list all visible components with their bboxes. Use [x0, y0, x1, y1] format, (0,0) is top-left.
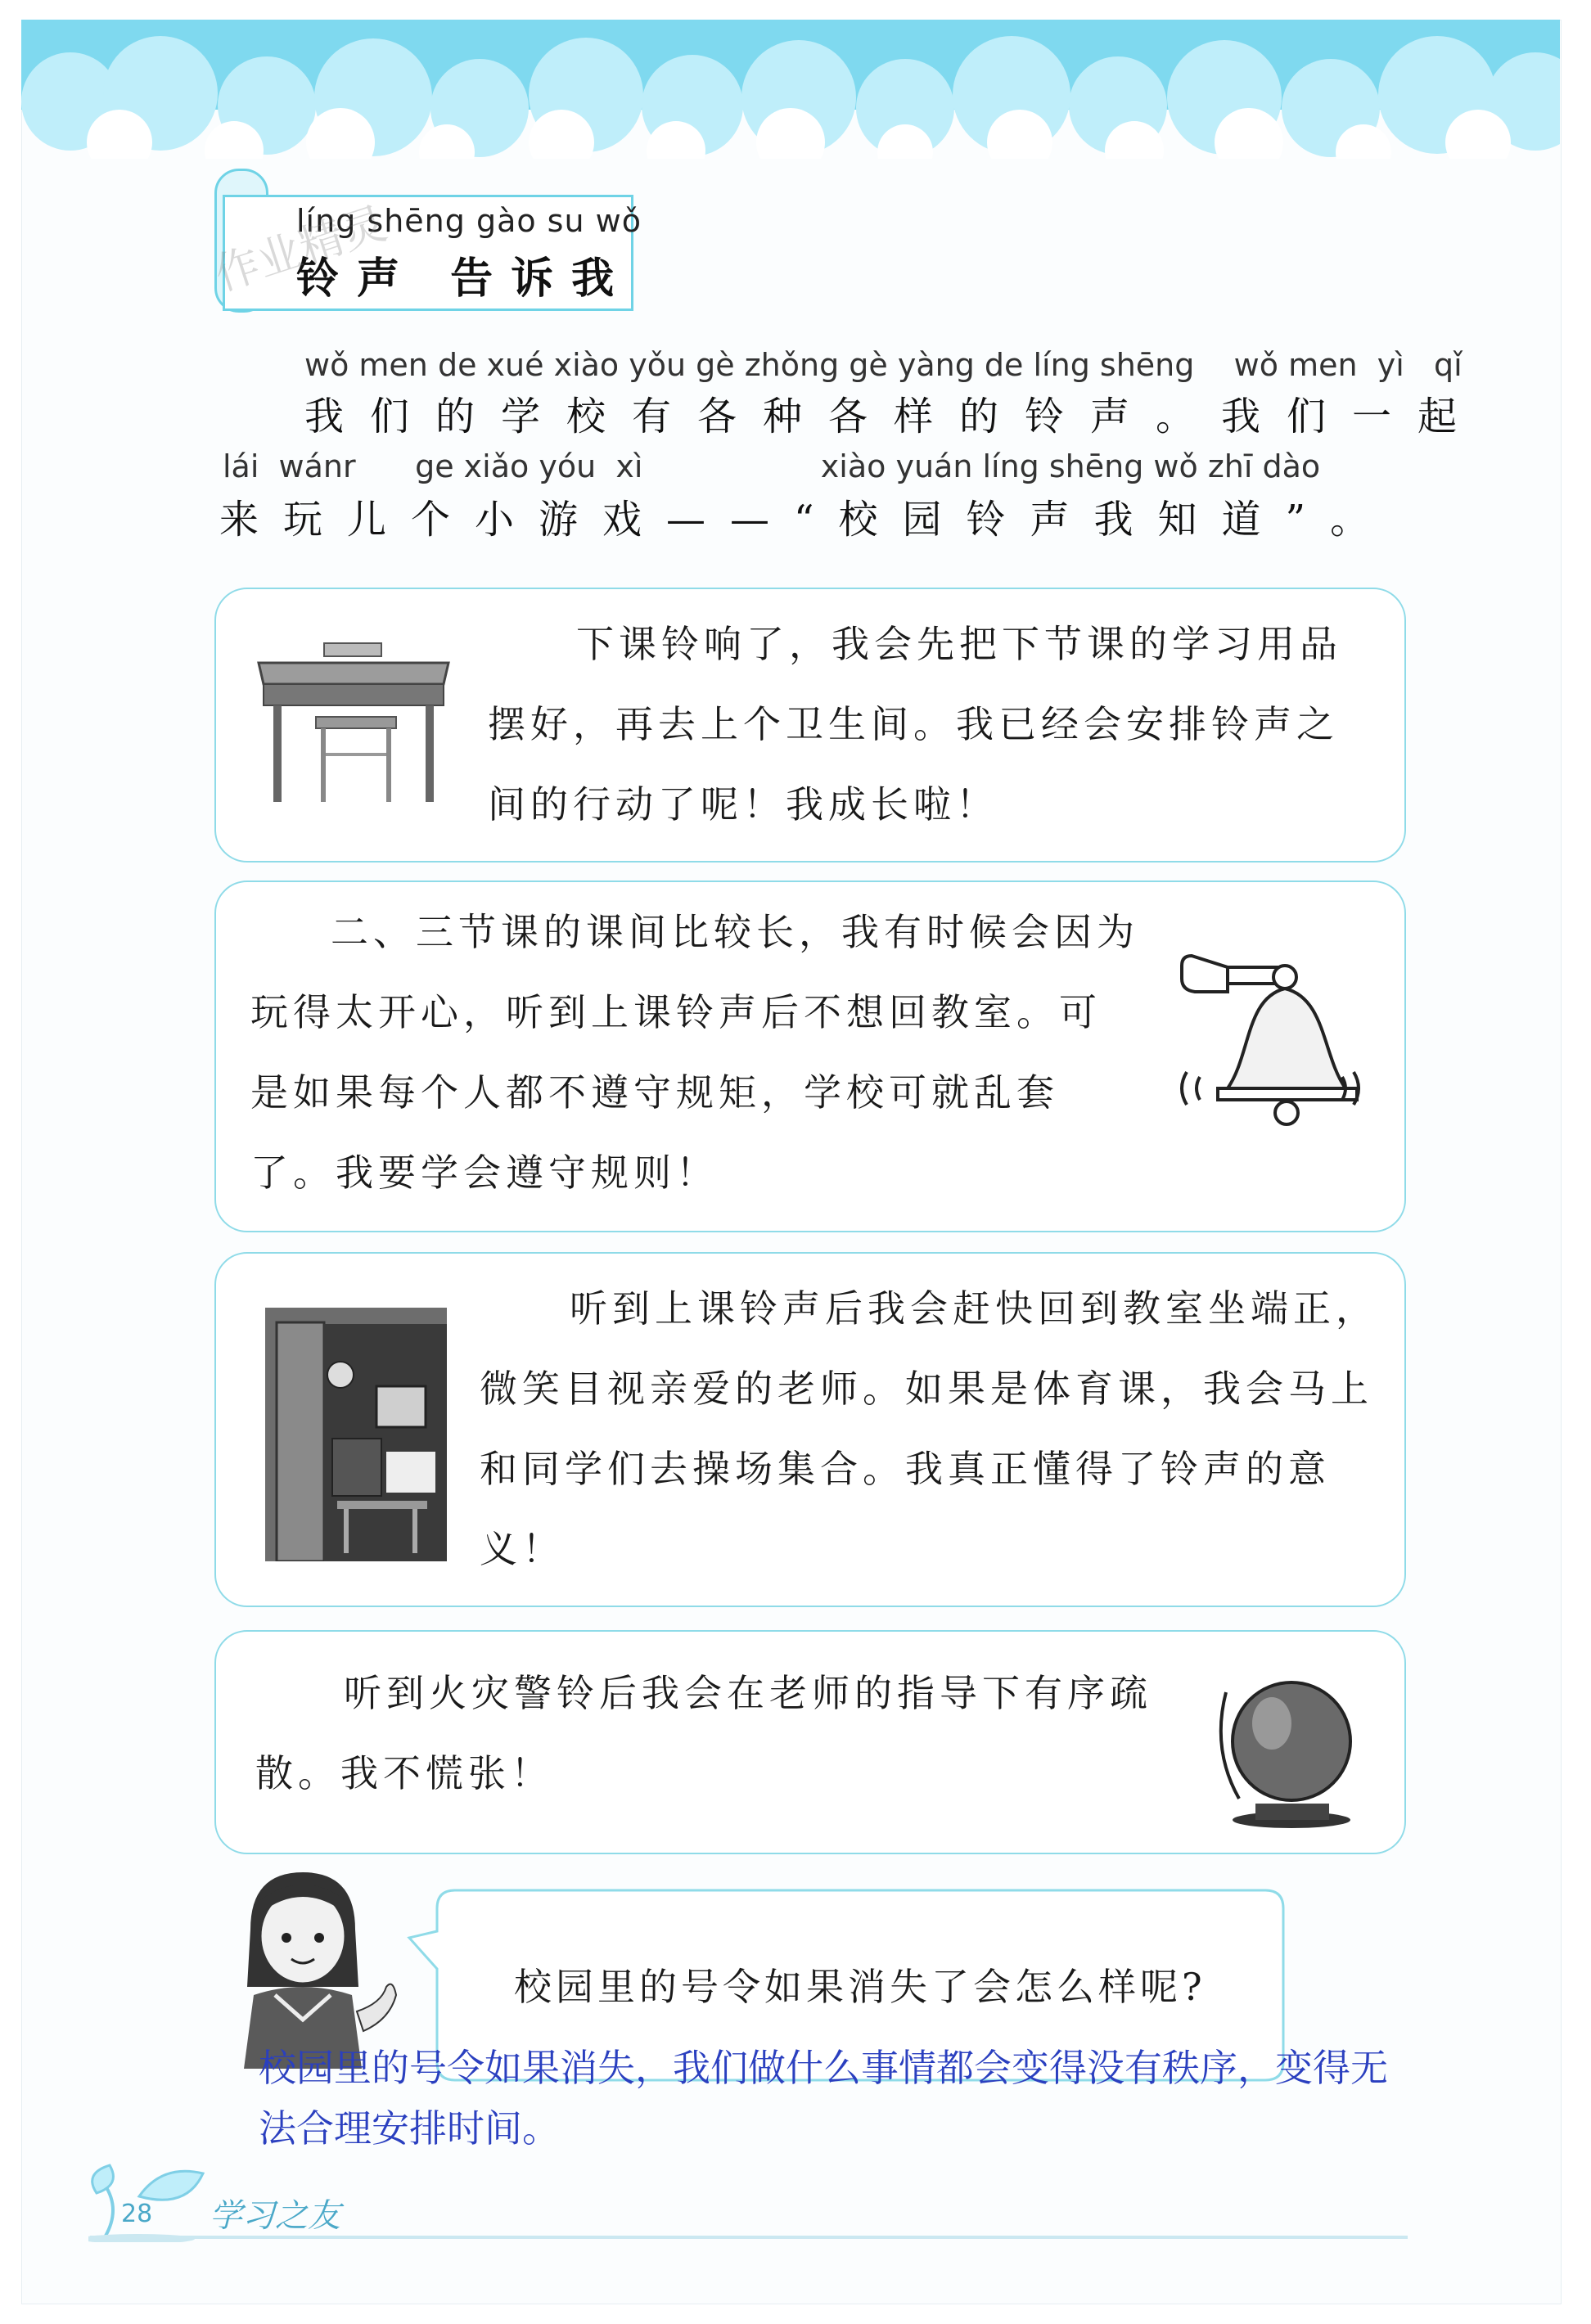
- intro-text-1: 我们的学校有各种各样的铃声。我们一起: [304, 394, 1484, 439]
- answer-text: 校园里的号令如果消失，我们做什么事情都会变得没有秩序，变得无法合理安排时间。: [259, 2046, 1388, 2151]
- bell-illustration: [1170, 949, 1367, 1137]
- footer-brand: 学习之友: [210, 2197, 340, 2235]
- intro-pinyin-1: wǒ men de xué xiào yǒu gè zhǒng gè yàng de líng shēng wǒ men yì qǐ: [304, 347, 1463, 383]
- page-title: 铃声 告诉我: [296, 254, 633, 304]
- footer-divider: [90, 2236, 1408, 2239]
- card-3-text: 听到上课铃声后我会赶快回到教室坐端正，微笑目视亲爱的老师。如果是体育课，我会马上和同学们去操场集合。我真正懂得了铃声的意义！: [480, 1286, 1378, 1571]
- desk-illustration: [250, 638, 457, 810]
- watermark: 作业精灵: [208, 196, 393, 301]
- alarm-bell-illustration: [1206, 1668, 1370, 1831]
- page-number: 28: [121, 2200, 153, 2228]
- classroom-door-illustration: [265, 1308, 447, 1561]
- cloud-banner: [21, 20, 1560, 159]
- intro-pinyin-2: lái wánr ge xiǎo yóu xì xiào yuán líng shēng wǒ zhī dào: [223, 448, 1321, 484]
- intro-text-2: 来玩儿个小游戏——“校园铃声我知道”。: [219, 497, 1395, 543]
- title-pinyin: líng shēng gào su wǒ: [296, 203, 642, 239]
- card-2-text: 二、三节课的课间比较长，我有时候会因为玩得太开心，听到上课铃声后不想回教室。可是如果每个人都不遵守规矩，学校可就乱套了。我要学会遵守规则！: [250, 910, 1139, 1195]
- card-1-text: 下课铃响了，我会先把下节课的学习用品摆好，再去上个卫生间。我已经会安排铃声之间的行动了呢！我成长啦！: [488, 622, 1342, 826]
- card-4-text: 听到火灾警铃后我会在老师的指导下有序疏散。我不慌张！: [255, 1671, 1152, 1795]
- question-text: 校园里的号令如果消失了会怎么样呢?: [514, 1965, 1206, 2009]
